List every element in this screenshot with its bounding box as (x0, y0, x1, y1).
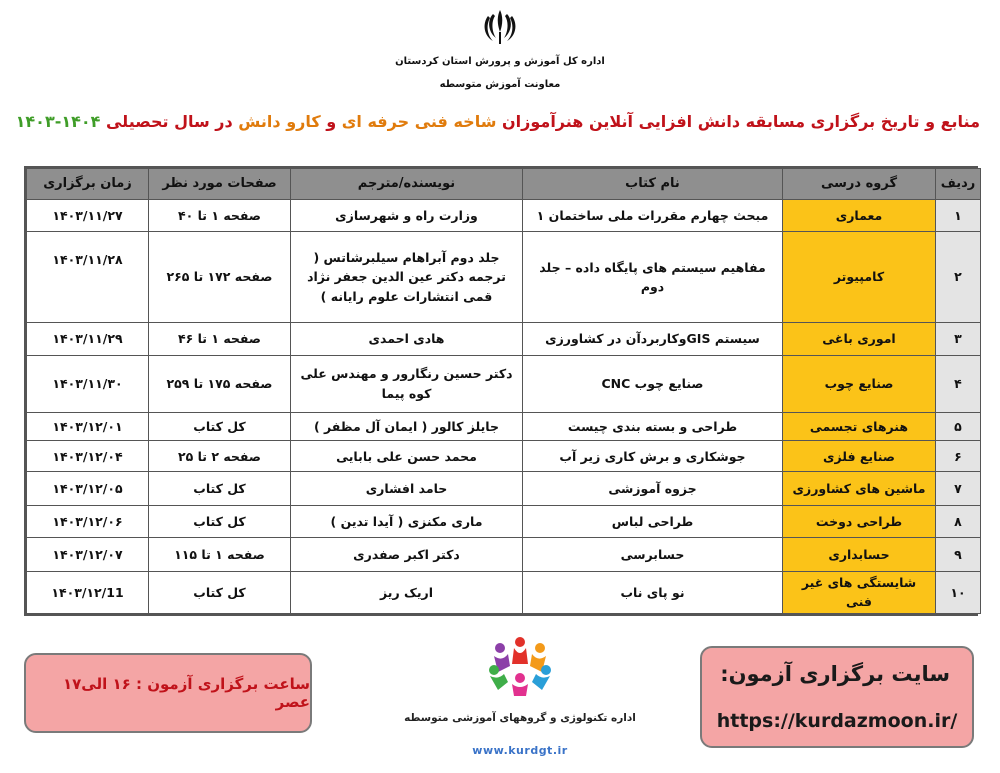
cell-book: مبحث چهارم مقررات ملی ساختمان ۱ (523, 200, 783, 232)
table-row (27, 232, 981, 322)
department-name: اداره تکنولوژی و گروههای آموزشی متوسطه (404, 712, 636, 724)
cell-date: ۱۴۰۳/۱۲/۰۷ (27, 538, 149, 571)
table-row (27, 322, 981, 355)
exam-time-box (24, 653, 312, 733)
cell-radif: ۹ (936, 538, 981, 571)
cell-radif: ۵ (936, 412, 981, 440)
cell-author: وزارت راه و شهرسازی (291, 200, 523, 232)
cell-pages: کل کتاب (149, 412, 291, 440)
cell-group: طراحی دوخت (783, 505, 936, 537)
page-title (15, 112, 980, 131)
header-pages: صفحات مورد نظر (149, 169, 291, 200)
title-part-year-label: در سال تحصیلی (100, 112, 239, 131)
iran-emblem-icon (480, 6, 520, 50)
cell-group: صنایع چوب (783, 355, 936, 412)
cell-group: صنایع فلزی (783, 441, 936, 472)
cell-pages: صفحه ۱ تا ۱۱۵ (149, 538, 291, 571)
title-part-main: منابع و تاریخ برگزاری مسابقه دانش افزایی آنلاین هنرآموزان (496, 112, 980, 131)
cell-group: کامپیوتر (783, 232, 936, 322)
cell-pages: صفحه ۱ تا ۴۰ (149, 200, 291, 232)
department-website-link[interactable]: www.kurdgt.ir (472, 744, 568, 757)
header-group: گروه درسی (783, 169, 936, 200)
table-row (27, 441, 981, 472)
cell-radif: ۱۰ (936, 571, 981, 613)
title-part-and: و (320, 112, 342, 131)
cell-date: ۱۴۰۳/۱۲/۰۶ (27, 505, 149, 537)
cell-date: ۱۴۰۳/۱۱/۲۸ (27, 232, 149, 322)
org-deputy-line: معاونت آموزش متوسطه (439, 79, 561, 90)
cell-group: ماشین های کشاورزی (783, 472, 936, 505)
cell-author: اریک ریز (291, 571, 523, 613)
header-radif: ردیف (936, 169, 981, 200)
title-part-karodanesh: کارو دانش (238, 112, 321, 131)
cell-book: حسابرسی (523, 538, 783, 571)
cell-radif: ۲ (936, 232, 981, 322)
cell-radif: ۷ (936, 472, 981, 505)
cell-book: جوشکاری و برش کاری زیر آب (523, 441, 783, 472)
table-header-row (27, 169, 981, 200)
cell-radif: ۸ (936, 505, 981, 537)
cell-book: نو پای ناب (523, 571, 783, 613)
org-name-line: اداره کل آموزش و پرورش استان کردستان (395, 56, 605, 67)
cell-book: طراحی لباس (523, 505, 783, 537)
table-row (27, 412, 981, 440)
cell-book: طراحی و بسته بندی چیست (523, 412, 783, 440)
title-part-year: ۱۴۰۴-۱۴۰۳ (15, 112, 101, 131)
cell-book: جزوه آموزشی (523, 472, 783, 505)
cell-book: صنایع چوب CNC (523, 355, 783, 412)
table-row (27, 571, 981, 613)
cell-radif: ۳ (936, 322, 981, 355)
cell-book: سیستم GISوکاربردآن در کشاورزی (523, 322, 783, 355)
header-book: نام کتاب (523, 169, 783, 200)
cell-author: دکتر حسین رنگارور و مهندس علی کوه پیما (291, 355, 523, 412)
cell-pages: کل کتاب (149, 505, 291, 537)
table-row (27, 355, 981, 412)
cell-pages: کل کتاب (149, 472, 291, 505)
cell-date: ۱۴۰۳/۱۲/۰۱ (27, 412, 149, 440)
cell-author: دکتر اکبر صفدری (291, 538, 523, 571)
cell-radif: ۱ (936, 200, 981, 232)
cell-pages: کل کتاب (149, 571, 291, 613)
exam-time-text: ساعت برگزاری آزمون : ۱۶ الی۱۷ عصر (62, 675, 310, 711)
schedule-table-wrapper (24, 166, 978, 616)
cell-pages: صفحه ۱۷۵ تا ۲۵۹ (149, 355, 291, 412)
table-row (27, 472, 981, 505)
table-row (27, 200, 981, 232)
cell-group: هنرهای تجسمی (783, 412, 936, 440)
exam-site-label: سایت برگزاری آزمون: (720, 662, 950, 686)
cell-author: جایلز کالور ( ایمان آل مظفر ) (291, 412, 523, 440)
cell-group: شایستگی های غیر فنی (783, 571, 936, 613)
people-circle-logo-icon (472, 634, 568, 698)
table-row (27, 538, 981, 571)
cell-author: جلد دوم آبراهام سیلبرشاتس ( ترجمه دکتر عین الدین جعفر نژاد قمی انتشارات علوم رایانه ) (291, 232, 523, 322)
cell-group: معماری (783, 200, 936, 232)
cell-author: محمد حسن علی بابایی (291, 441, 523, 472)
cell-date: ۱۴۰۳/۱۲/۰۴ (27, 441, 149, 472)
header-author: نویسنده/مترجم (291, 169, 523, 200)
cell-pages: صفحه ۲ تا ۲۵ (149, 441, 291, 472)
cell-group: حسابداری (783, 538, 936, 571)
cell-author: هادی احمدی (291, 322, 523, 355)
cell-group: اموری باغی (783, 322, 936, 355)
cell-date: ۱۴۰۳/۱۱/۳۰ (27, 355, 149, 412)
exam-site-link[interactable]: https://kurdazmoon.ir/ (716, 710, 958, 732)
cell-date: ۱۴۰۳/۱۱/۲۹ (27, 322, 149, 355)
cell-author: حامد افشاری (291, 472, 523, 505)
cell-pages: صفحه ۱ تا ۴۶ (149, 322, 291, 355)
cell-date: ۱۴۰۳/۱۱/۲۷ (27, 200, 149, 232)
cell-date: ۱۴۰۳/۱۲/۰۵ (27, 472, 149, 505)
header-date: زمان برگزاری (27, 169, 149, 200)
cell-radif: ۴ (936, 355, 981, 412)
exam-site-box (700, 646, 974, 748)
cell-author: ماری مکنزی ( آیدا تدین ) (291, 505, 523, 537)
cell-book: مفاهیم سیستم های پایگاه داده – جلد دوم (523, 232, 783, 322)
table-row (27, 505, 981, 537)
schedule-table (26, 168, 981, 614)
cell-radif: ۶ (936, 441, 981, 472)
cell-pages: صفحه ۱۷۲ تا ۲۶۵ (149, 232, 291, 322)
title-part-branch: شاخه فنی حرفه ای (341, 112, 497, 131)
cell-date: ۱۴۰۳/۱۲/11 (27, 571, 149, 613)
